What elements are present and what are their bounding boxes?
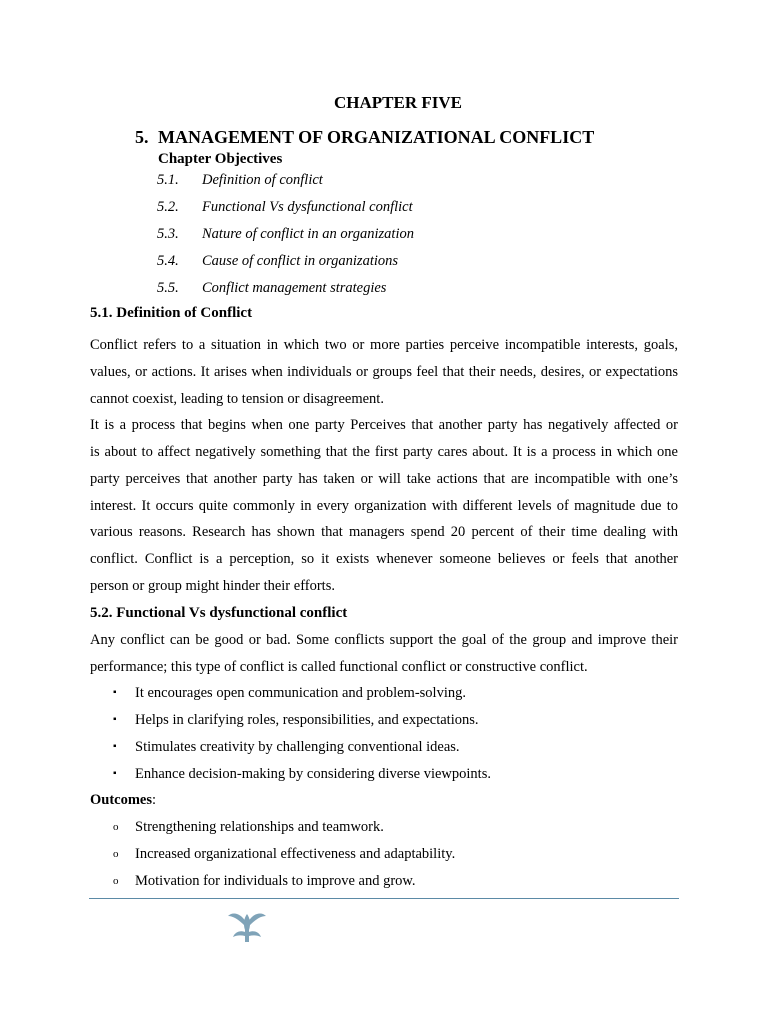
- bullet-text: Stimulates creativity by challenging conventional ideas.: [135, 739, 460, 755]
- outcome-item: [113, 846, 455, 863]
- paragraph-line: cannot coexist, leading to tension or disagreement.: [90, 391, 384, 407]
- outcomes-label: [90, 792, 156, 809]
- hollow-circle-icon: o: [113, 875, 119, 887]
- bullet-item: [113, 685, 466, 702]
- hollow-circle-icon: o: [113, 848, 119, 860]
- outcomes-label-text: Outcomes: [90, 792, 153, 808]
- bullet-square-icon: ▪: [113, 741, 117, 752]
- objective-number: 5.4.: [157, 253, 179, 269]
- outcome-item: [113, 819, 384, 836]
- bullet-text: Enhance decision-making by considering diverse viewpoints.: [135, 766, 491, 782]
- hollow-circle-icon: o: [113, 821, 119, 833]
- outcome-text: Strengthening relationships and teamwork.: [135, 819, 384, 835]
- outcome-text: Increased organizational effectiveness and adaptability.: [135, 846, 456, 862]
- fleuron-icon: [226, 908, 268, 944]
- outcomes-colon: :: [152, 792, 157, 808]
- main-heading-text: MANAGEMENT OF ORGANIZATIONAL CONFLICT: [158, 127, 595, 147]
- objective-text: Nature of conflict in an organization: [202, 226, 414, 242]
- footer-rule: [89, 898, 679, 899]
- objective-text: Conflict management strategies: [202, 280, 387, 296]
- paragraph-line: values, or actions. It arises when individuals or groups feel that their needs, desires, or expectations: [90, 364, 678, 380]
- bullet-square-icon: ▪: [113, 768, 117, 779]
- paragraph-line: person or group might hinder their efforts.: [90, 578, 335, 594]
- objective-item: [157, 280, 386, 297]
- objective-number: 5.5.: [157, 280, 179, 296]
- objective-item: [157, 172, 323, 189]
- objectives-heading: Chapter Objectives: [158, 151, 283, 167]
- paragraph-line: various reasons. Research has shown that managers spend 20 percent of their time dealing with: [90, 524, 678, 540]
- outcome-text: Motivation for individuals to improve and grow.: [135, 873, 416, 889]
- objective-number: 5.2.: [157, 199, 179, 215]
- main-heading-number: 5.: [135, 127, 149, 147]
- bullet-item: [113, 766, 491, 783]
- bullet-item: [113, 739, 460, 756]
- bullet-text: Helps in clarifying roles, responsibilities, and expectations.: [135, 712, 479, 728]
- outcome-item: [113, 873, 416, 890]
- bullet-square-icon: ▪: [113, 714, 117, 725]
- paragraph-line: It is a process that begins when one party Perceives that another party has negatively affected or: [90, 417, 678, 433]
- section-heading-functional: 5.2. Functional Vs dysfunctional conflict: [90, 605, 348, 621]
- paragraph-line: Conflict refers to a situation in which two or more parties perceive incompatible interests, goals,: [90, 337, 678, 353]
- main-heading: [135, 127, 594, 148]
- objective-item: [157, 226, 414, 243]
- paragraph-line: is about to affect negatively something that the first party cares about. It is a process in which one: [90, 444, 678, 460]
- bullet-item: [113, 712, 479, 729]
- objective-number: 5.1.: [157, 172, 179, 188]
- objective-text: Functional Vs dysfunctional conflict: [202, 199, 413, 215]
- bullet-text: It encourages open communication and problem-solving.: [135, 685, 466, 701]
- objective-item: [157, 199, 413, 216]
- objective-item: [157, 253, 398, 270]
- objective-text: Definition of conflict: [202, 172, 323, 188]
- objective-text: Cause of conflict in organizations: [202, 253, 399, 269]
- paragraph-line: conflict. Conflict is a perception, so it exists whenever someone believes or feels that another: [90, 551, 678, 567]
- paragraph-line: Any conflict can be good or bad. Some conflicts support the goal of the group and improve their: [90, 632, 678, 648]
- paragraph-line: interest. It occurs quite commonly in every organization with different levels of magnitude due to: [90, 498, 678, 514]
- bullet-square-icon: ▪: [113, 687, 117, 698]
- paragraph-line: performance; this type of conflict is called functional conflict or constructive conflict.: [90, 659, 588, 675]
- chapter-title: CHAPTER FIVE: [334, 93, 462, 112]
- section-heading-definition: 5.1. Definition of Conflict: [90, 305, 253, 321]
- paragraph-line: party perceives that another party has taken or will take actions that are incompatible with one’s: [90, 471, 678, 487]
- objective-number: 5.3.: [157, 226, 179, 242]
